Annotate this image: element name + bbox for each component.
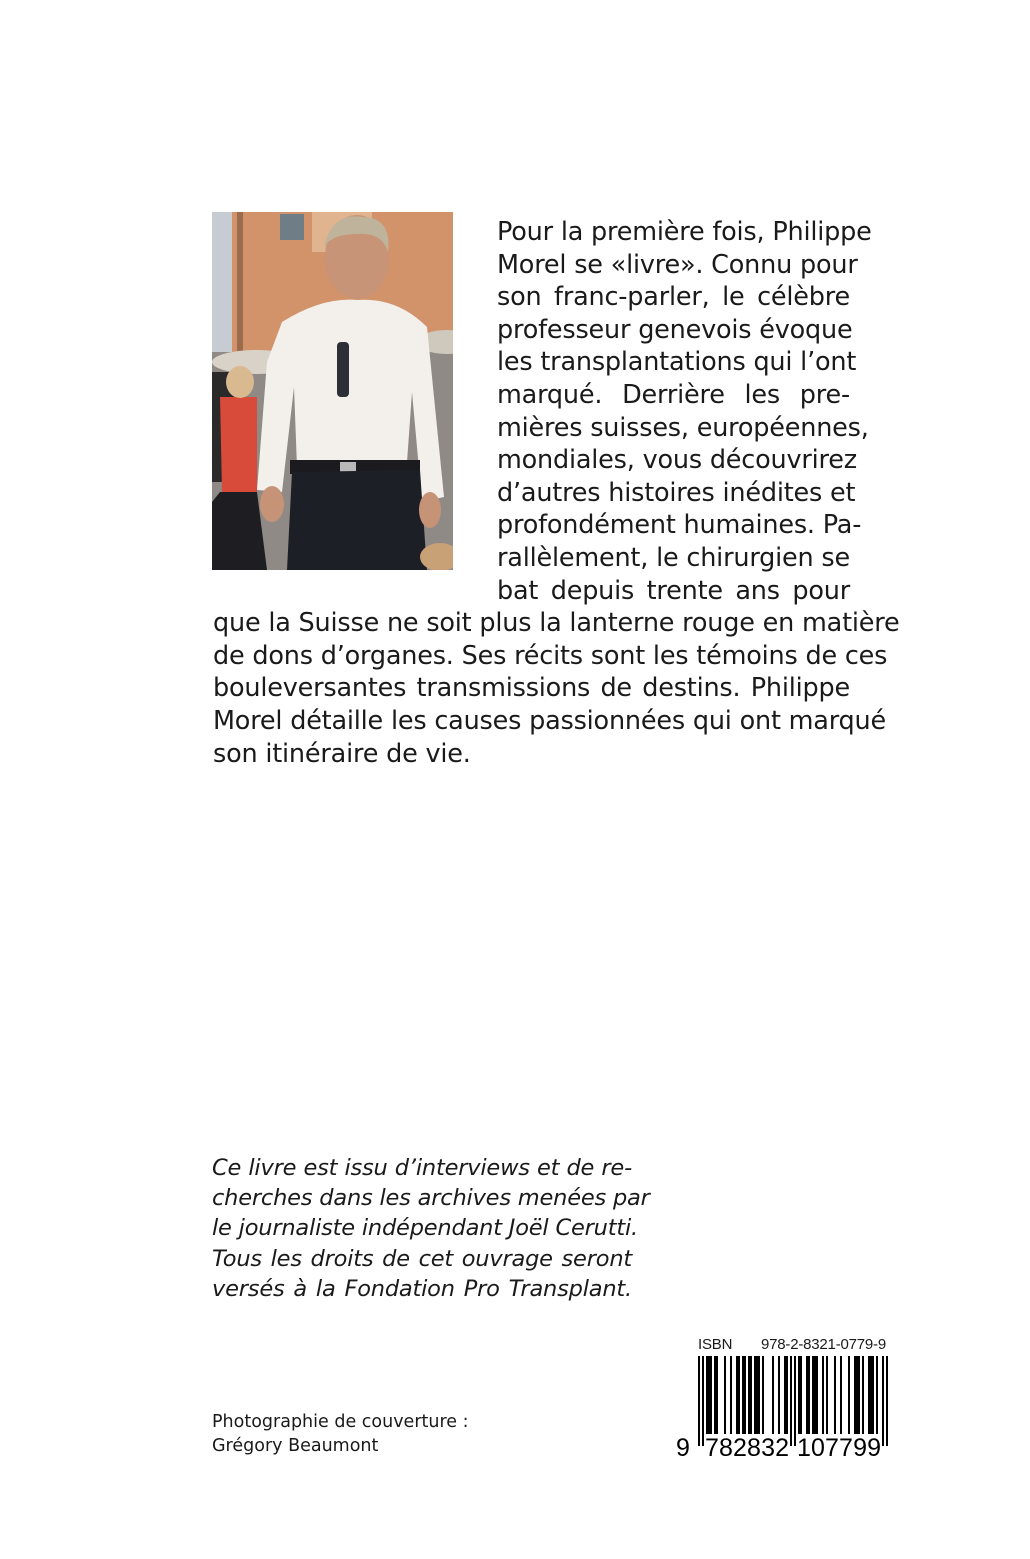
barcode-bar [772, 1356, 774, 1434]
barcode-bar [870, 1356, 872, 1434]
blurb-line: d’autres histoires inédites et [497, 477, 856, 508]
barcode-bar [848, 1356, 850, 1434]
author-photo-illustration [212, 212, 453, 570]
note-line: cherches dans les archives menées par [212, 1185, 650, 1212]
barcode-bar [814, 1356, 816, 1434]
barcode-bar [762, 1356, 764, 1434]
barcode-bar [758, 1356, 760, 1434]
barcode-bar [834, 1356, 836, 1434]
note-line: Tous les droits de cet ouvrage seront [212, 1245, 632, 1272]
barcode-right-digits: 107799 [797, 1434, 881, 1460]
barcode-bar [790, 1356, 792, 1446]
barcode-bar [822, 1356, 824, 1434]
barcode-bar [698, 1356, 700, 1446]
blurb-line: les transplantations qui l’ont [497, 347, 857, 378]
barcode-bar [784, 1356, 786, 1434]
barcode-bar [778, 1356, 780, 1434]
blurb-line: Pour la première fois, Philippe [497, 217, 872, 247]
barcode-bar [808, 1356, 810, 1434]
blurb-line: profondément humaines. Pa- [497, 510, 862, 541]
barcode-bar [754, 1356, 756, 1434]
barcode-bar [876, 1356, 878, 1434]
barcode-bar [882, 1356, 884, 1446]
barcode-bar [840, 1356, 842, 1434]
barcode-bar [724, 1356, 726, 1434]
barcode-bar [756, 1356, 758, 1434]
blurb-line: Morel se «livre». Connu pour [497, 249, 858, 280]
barcode-bar [794, 1356, 796, 1446]
isbn-number: 978-2-8321-0779-9 [760, 1336, 886, 1353]
barcode-bar [750, 1356, 752, 1434]
barcode-bar [872, 1356, 874, 1434]
photo-credit-label: Photographie de couverture : [212, 1412, 469, 1432]
barcode-bar [744, 1356, 746, 1434]
barcode-bar [812, 1356, 814, 1434]
barcode-bar [800, 1356, 802, 1434]
blurb-line: mières suisses, européennes, [497, 412, 869, 443]
barcode-bar [736, 1356, 738, 1434]
blurb-line: de dons d’organes. Ses récits sont les témoins de ces [213, 640, 888, 671]
barcode-bar [868, 1356, 870, 1434]
barcode-bar [806, 1356, 808, 1434]
blurb-line: marqué. Derrière les pre- [497, 380, 850, 410]
barcode-bar [886, 1356, 888, 1446]
isbn-barcode [672, 1356, 892, 1460]
isbn-label [698, 1336, 886, 1353]
barcode-bar [786, 1356, 788, 1434]
barcode-bar [856, 1356, 858, 1434]
photo-credit [212, 1410, 469, 1458]
blurb-line: bat depuis trente ans pour [497, 575, 850, 606]
blurb-line: son franc-parler, le célèbre [497, 282, 850, 313]
note-line: Ce livre est issu d’interviews et de re- [212, 1155, 632, 1181]
blurb-line: rallèlement, le chirurgien se [497, 543, 850, 573]
barcode-bar [702, 1356, 704, 1446]
barcode-bar [798, 1356, 800, 1434]
note-line: le journaliste indépendant Joël Cerutti. [212, 1215, 638, 1242]
blurb-line: bouleversantes transmissions de destins. Philippe [213, 673, 850, 704]
barcode-bar [858, 1356, 860, 1434]
note-line: versés à la Fondation Pro Transplant. [212, 1275, 632, 1302]
barcode-bar [706, 1356, 708, 1434]
author-photo [212, 212, 453, 570]
blurb-line: son itinéraire de vie. [213, 738, 471, 769]
barcode-bar [716, 1356, 718, 1434]
blurb-line: professeur genevois évoque [497, 314, 853, 345]
blurb-line: Morel détaille les causes passionnées qui ont marqué [213, 706, 886, 736]
barcode-left-digits: 782832 [705, 1434, 789, 1460]
barcode-bar [714, 1356, 716, 1434]
isbn-prefix: ISBN [698, 1336, 733, 1353]
barcode-bar [816, 1356, 818, 1434]
barcode-bar [862, 1356, 864, 1434]
barcode-bar [738, 1356, 740, 1434]
barcode-bar [730, 1356, 732, 1434]
barcode-bar [708, 1356, 710, 1434]
barcode-bar [748, 1356, 750, 1434]
barcode-first-digit: 9 [676, 1434, 690, 1460]
barcode-bar [826, 1356, 828, 1434]
barcode-bar [742, 1356, 744, 1434]
photo-credit-name: Grégory Beaumont [212, 1436, 379, 1456]
blurb-line: mondiales, vous découvrirez [497, 445, 857, 476]
barcode-bar [710, 1356, 712, 1434]
blurb-line: que la Suisse ne soit plus la lanterne rouge en matière [213, 608, 900, 639]
barcode-bar [854, 1356, 856, 1434]
